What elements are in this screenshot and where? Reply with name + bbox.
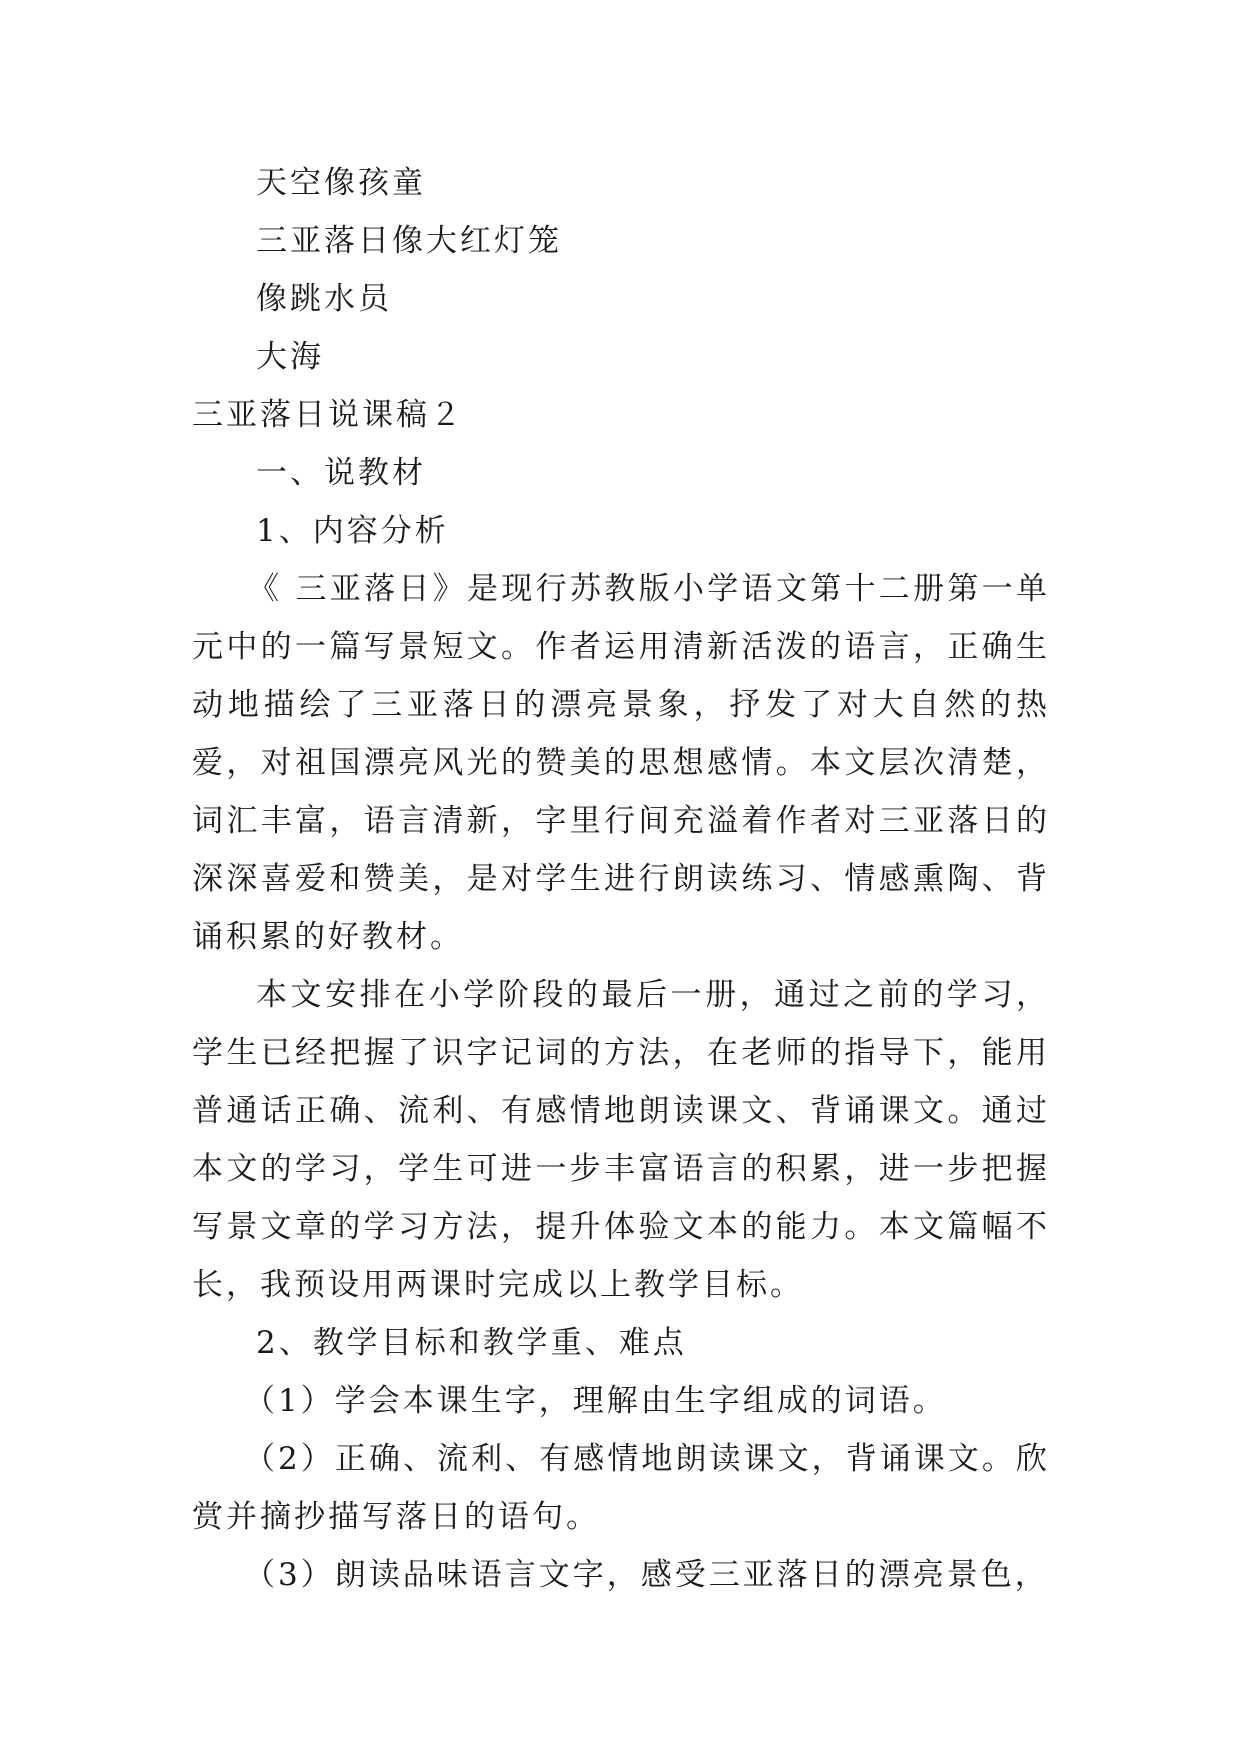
- paragraph-arrangement: 本文安排在小学阶段的最后一册，通过之前的学习，学生已经把握了识字记词的方法，在老师的指导下，能用普通话正确、流利、有感情地朗读课文、背诵课文。通过本文的学习，学生可进一步丰富语言的积累，进一步把握写景文章的学习方法，提升体验文本的能力。本文篇幅不长，我预设用两课时完成以上教学目标。: [192, 977, 1050, 1303]
- poem-line: 天空像孩童: [256, 165, 426, 201]
- poem-line: 三亚落日像大红灯笼: [256, 223, 562, 259]
- poem-line: 像跳水员: [256, 281, 392, 317]
- goal-item: （1）学会本课生字，理解由生字组成的词语。: [244, 1383, 947, 1419]
- goal-item: （2）正确、流利、有感情地朗读课文，背诵课文。欣赏并摘抄描写落日的语句。: [192, 1441, 1050, 1535]
- heading-materials: 一、说教材: [256, 455, 426, 491]
- poem-line: 大海: [256, 339, 324, 375]
- paragraph-analysis: 《 三亚落日》是现行苏教版小学语文第十二册第一单元中的一篇写景短文。作者运用清新活泼的语言，正确生动地描绘了三亚落日的漂亮景象，抒发了对大自然的热爱，对祖国漂亮风光的赞美的思想感情。本文层次清楚，词汇丰富，语言清新，字里行间充溢着作者对三亚落日的深深喜爱和赞美，是对学生进行朗读练习、情感熏陶、背诵积累的好教材。: [192, 571, 1050, 955]
- subheading-teaching-goals: 2、教学目标和教学重、难点: [256, 1325, 687, 1361]
- section-title: 三亚落日说课稿２: [192, 397, 464, 433]
- document-body: [192, 154, 1050, 1604]
- subheading-content-analysis: 1、内容分析: [256, 513, 449, 549]
- goal-item: （3）朗读品味语言文字，感受三亚落日的漂亮景色，: [244, 1557, 1049, 1593]
